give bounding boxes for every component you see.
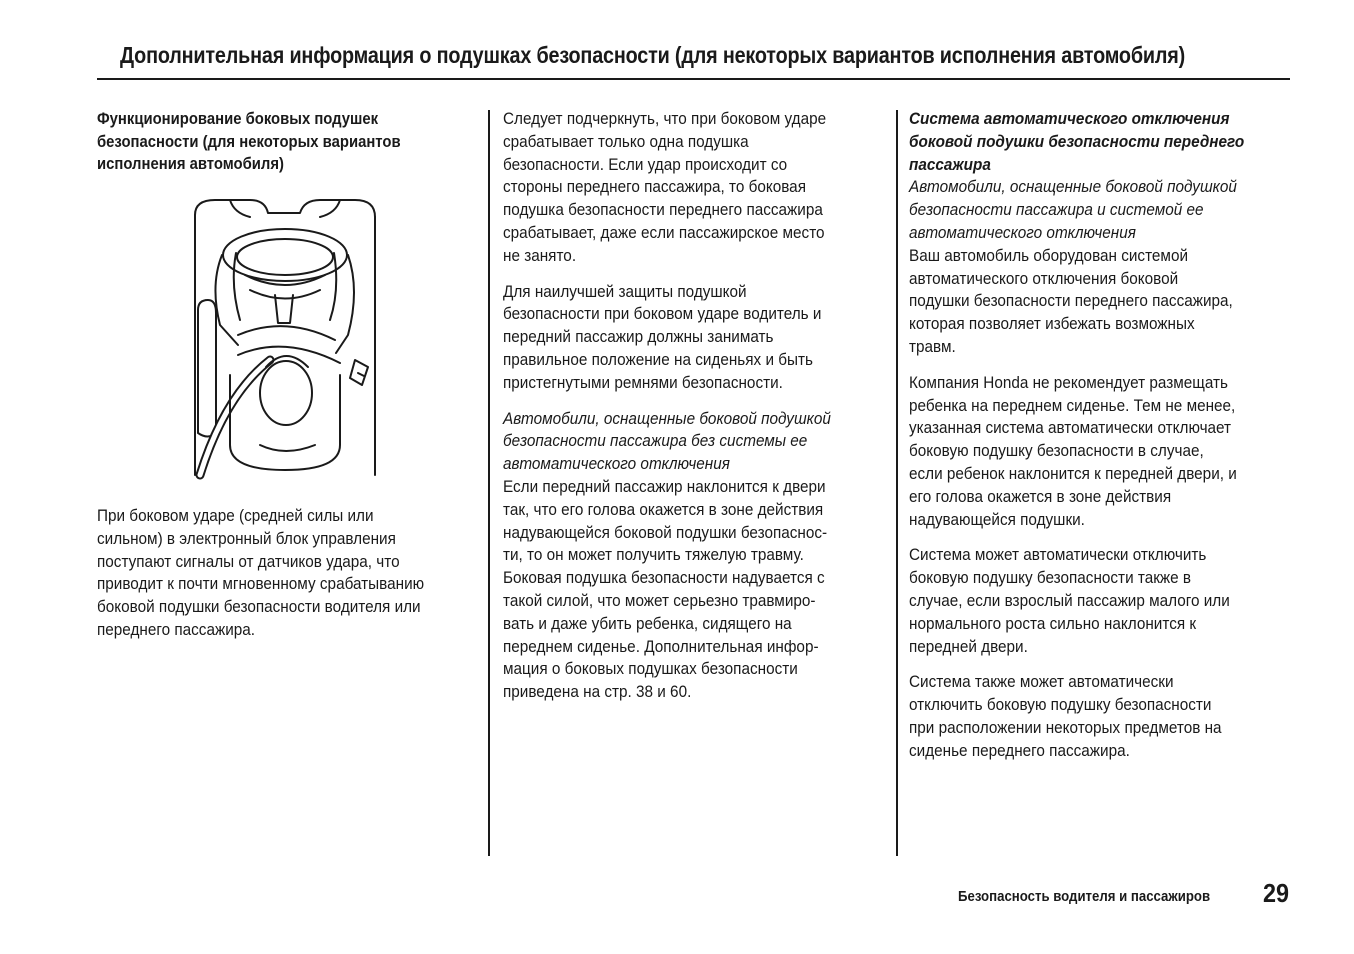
text-line: сиденье переднего пассажира. bbox=[909, 740, 1130, 760]
heading-line: безопасности (для некоторых вариантов bbox=[97, 132, 401, 151]
text-line: если ребенок наклонится к передней двери, и bbox=[909, 463, 1237, 483]
text-line: подушки безопасности переднего пассажира, bbox=[909, 291, 1233, 311]
text-line: поступают сигналы от датчиков удара, что bbox=[97, 551, 400, 571]
text-line: сильном) в электронный блок управления bbox=[97, 528, 396, 548]
text-line: приводит к почти мгновенному срабатыванию bbox=[97, 574, 425, 594]
text-line: стороны переднего пассажира, то боковая bbox=[503, 177, 806, 197]
body-paragraph bbox=[909, 108, 1251, 359]
column-1 bbox=[97, 108, 477, 189]
column-1-body bbox=[97, 505, 477, 655]
column-2 bbox=[503, 108, 883, 717]
text-line: боковую подушку безопасности также в bbox=[909, 568, 1192, 588]
heading-line: Система автоматического отключения bbox=[909, 109, 1230, 128]
text-line: такой силой, что может серьезно травмиро- bbox=[503, 590, 816, 610]
text-line: нормального роста сильно наклонится к bbox=[909, 613, 1197, 633]
page-title: Дополнительная информация о подушках безопасности (для некоторых вариантов исполнения автомобиля) bbox=[120, 42, 1186, 68]
text-line: передней двери. bbox=[909, 636, 1028, 656]
italic-line: автоматического отключения bbox=[503, 454, 730, 474]
text-line: Ваш автомобиль оборудован системой bbox=[909, 245, 1189, 265]
text-line: безопасности при боковом ударе водитель и bbox=[503, 304, 822, 324]
footer-section-title: Безопасность водителя и пассажиров bbox=[958, 888, 1211, 905]
text-line: пристегнутыми ремнями безопасности. bbox=[503, 372, 783, 392]
italic-line: безопасности пассажира без системы ее bbox=[503, 431, 808, 451]
text-line: Система также может автоматически bbox=[909, 672, 1174, 692]
column-divider bbox=[488, 110, 490, 856]
text-line: ребенка на переднем сиденье. Тем не менее, bbox=[909, 395, 1236, 415]
text-line: при расположении некоторых предметов на bbox=[909, 717, 1222, 737]
heading-line: исполнения автомобиля) bbox=[97, 155, 284, 173]
text-line: его голова окажется в зоне действия bbox=[909, 486, 1172, 506]
text-line: Для наилучшей защиты подушкой bbox=[503, 281, 747, 301]
body-paragraph bbox=[909, 372, 1251, 532]
text-line: отключить боковую подушку безопасности bbox=[909, 695, 1212, 715]
body-paragraph bbox=[503, 281, 845, 395]
heading-line: пассажира bbox=[909, 154, 991, 174]
text-line: боковой подушки безопасности водителя или bbox=[97, 597, 421, 617]
column-divider bbox=[896, 110, 898, 856]
text-line: травм. bbox=[909, 336, 956, 356]
text-line: Если передний пассажир наклонится к двери bbox=[503, 476, 826, 496]
text-line: Компания Honda не рекомендует размещать bbox=[909, 372, 1228, 392]
text-line: подушка безопасности переднего пассажира bbox=[503, 200, 823, 220]
body-paragraph bbox=[97, 505, 439, 642]
section-heading-side-airbags bbox=[97, 108, 439, 176]
italic-line: автоматического отключения bbox=[909, 222, 1136, 242]
body-paragraph bbox=[503, 408, 845, 704]
text-line: передний пассажир должны занимать bbox=[503, 327, 774, 347]
text-line: При боковом ударе (средней силы или bbox=[97, 506, 374, 525]
text-line: так, что его голова окажется в зоне действия bbox=[503, 499, 824, 519]
text-line: приведена на стр. 38 и 60. bbox=[503, 682, 692, 702]
italic-line: безопасности пассажира и системой ее bbox=[909, 200, 1204, 220]
text-line: срабатывает, даже если пассажирское место bbox=[503, 222, 825, 242]
body-paragraph bbox=[909, 544, 1251, 658]
text-line: боковую подушку безопасности в случае, bbox=[909, 441, 1204, 461]
italic-line: Автомобили, оснащенные боковой подушкой bbox=[909, 177, 1237, 197]
text-line: автоматического отключения боковой bbox=[909, 268, 1179, 288]
body-paragraph bbox=[909, 671, 1251, 762]
text-line: Боковая подушка безопасности надувается с bbox=[503, 568, 825, 588]
text-line: которая позволяет избежать возможных bbox=[909, 314, 1195, 334]
text-line: срабатывает только одна подушка bbox=[503, 131, 749, 151]
page-number: 29 bbox=[1263, 878, 1290, 908]
text-line: случае, если взрослый пассажир малого или bbox=[909, 590, 1230, 610]
text-line: надувающейся боковой подушки безопаснос- bbox=[503, 522, 828, 542]
title-rule bbox=[97, 78, 1290, 80]
text-line: вать и даже убить ребенка, сидящего на bbox=[503, 613, 792, 633]
heading-line: Функционирование боковых подушек bbox=[97, 110, 379, 128]
text-line: Следует подчеркнуть, что при боковом ударе bbox=[503, 109, 827, 128]
heading-line: боковой подушки безопасности переднего bbox=[909, 131, 1245, 151]
text-line: правильное положение на сиденьях и быть bbox=[503, 349, 813, 369]
driver-side-airbag-illustration bbox=[190, 195, 380, 480]
italic-line: Автомобили, оснащенные боковой подушкой bbox=[503, 408, 831, 428]
text-line: переднем сиденье. Дополнительная инфор- bbox=[503, 636, 819, 656]
text-line: указанная система автоматически отключает bbox=[909, 418, 1232, 438]
text-line: ти, то он может получить тяжелую травму. bbox=[503, 545, 804, 565]
text-line: мация о боковых подушках безопасности bbox=[503, 659, 798, 679]
text-line: Система может автоматически отключить bbox=[909, 545, 1207, 565]
column-3 bbox=[909, 108, 1289, 776]
body-paragraph bbox=[503, 108, 845, 268]
text-line: переднего пассажира. bbox=[97, 619, 256, 639]
text-line: не занято. bbox=[503, 245, 577, 265]
text-line: надувающейся подушки. bbox=[909, 509, 1085, 529]
text-line: безопасности. Если удар происходит со bbox=[503, 154, 788, 174]
